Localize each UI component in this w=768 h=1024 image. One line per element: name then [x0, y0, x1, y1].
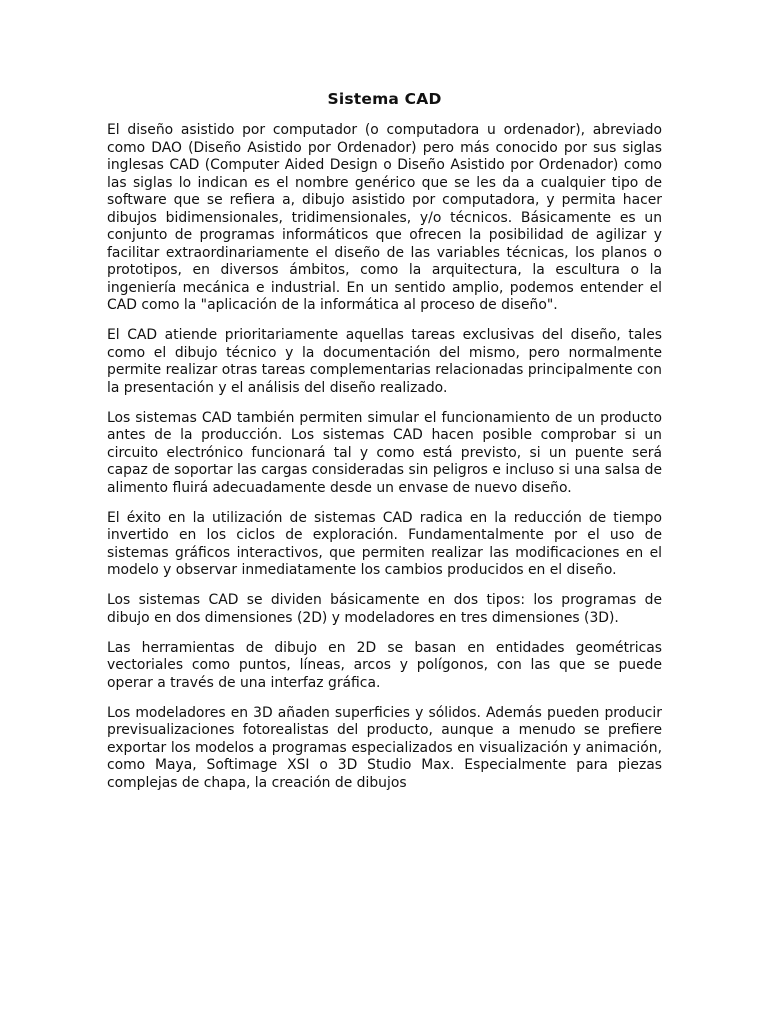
paragraph-3d-modelers: Los modeladores en 3D añaden superficies y sólidos. Además pueden producir previsualizaciones fotorealistas del producto, aunque a menudo se prefiere exportar los modelos a programas especializados en visualización y animación, como Maya, Softimage XSI o 3D Studio Max. Especialmente para piezas complejas de chapa, la creación de dibujos [107, 704, 662, 791]
paragraph-types: Los sistemas CAD se dividen básicamente en dos tipos: los programas de dibujo en dos dimensiones (2D) y modeladores en tres dimensiones (3D). [107, 592, 662, 626]
document-page [107, 88, 662, 805]
paragraph-2d-tools: Las herramientas de dibujo en 2D se basan en entidades geométricas vectoriales como puntos, líneas, arcos y polígonos, con las que se puede operar a través de una interfaz gráfica. [107, 639, 662, 691]
document-title: Sistema CAD [327, 90, 442, 108]
paragraph-simulation: Los sistemas CAD también permiten simular el funcionamiento de un producto antes de la producción. Los sistemas CAD hacen posible comprobar si un circuito electrónico funcionará tal y como está previsto, si un puente será capaz de soportar las cargas consideradas sin peligros e incluso si una salsa de alimento fluirá adecuadamente desde un envase de nuevo diseño. [107, 409, 662, 496]
paragraph-success: El éxito en la utilización de sistemas CAD radica en la reducción de tiempo invertido en los ciclos de exploración. Fundamentalmente por el uso de sistemas gráficos interactivos, que permiten realizar las modificaciones en el modelo y observar inmediatamente los cambios producidos en el diseño. [107, 509, 662, 578]
paragraph-definition: El diseño asistido por computador (o computadora u ordenador), abreviado como DAO (Diseño Asistido por Ordenador) pero más conocido por sus siglas inglesas CAD (Computer Aided Design o Diseño Asistido por Ordenador) como las siglas lo indican es el nombre genérico que se les da a cualquier tipo de software que se refiera a, dibujo asistido por computadora, y permita hacer dibujos bidimensionales, tridimensionales, y/o técnicos. Básicamente es un conjunto de programas informáticos que ofrecen la posibilidad de agilizar y facilitar extraordinariamente el diseño de las variables técnicas, los planos o prototipos, en diversos ámbitos, como la arquitectura, la escultura o la ingeniería mecánica e industrial. En un sentido amplio, podemos entender el CAD como la "aplicación de la informática al proceso de diseño". [107, 122, 662, 313]
paragraph-tasks: El CAD atiende prioritariamente aquellas tareas exclusivas del diseño, tales como el dibujo técnico y la documentación del mismo, pero normalmente permite realizar otras tareas complementarias relacionadas principalmente con la presentación y el análisis del diseño realizado. [107, 327, 662, 396]
